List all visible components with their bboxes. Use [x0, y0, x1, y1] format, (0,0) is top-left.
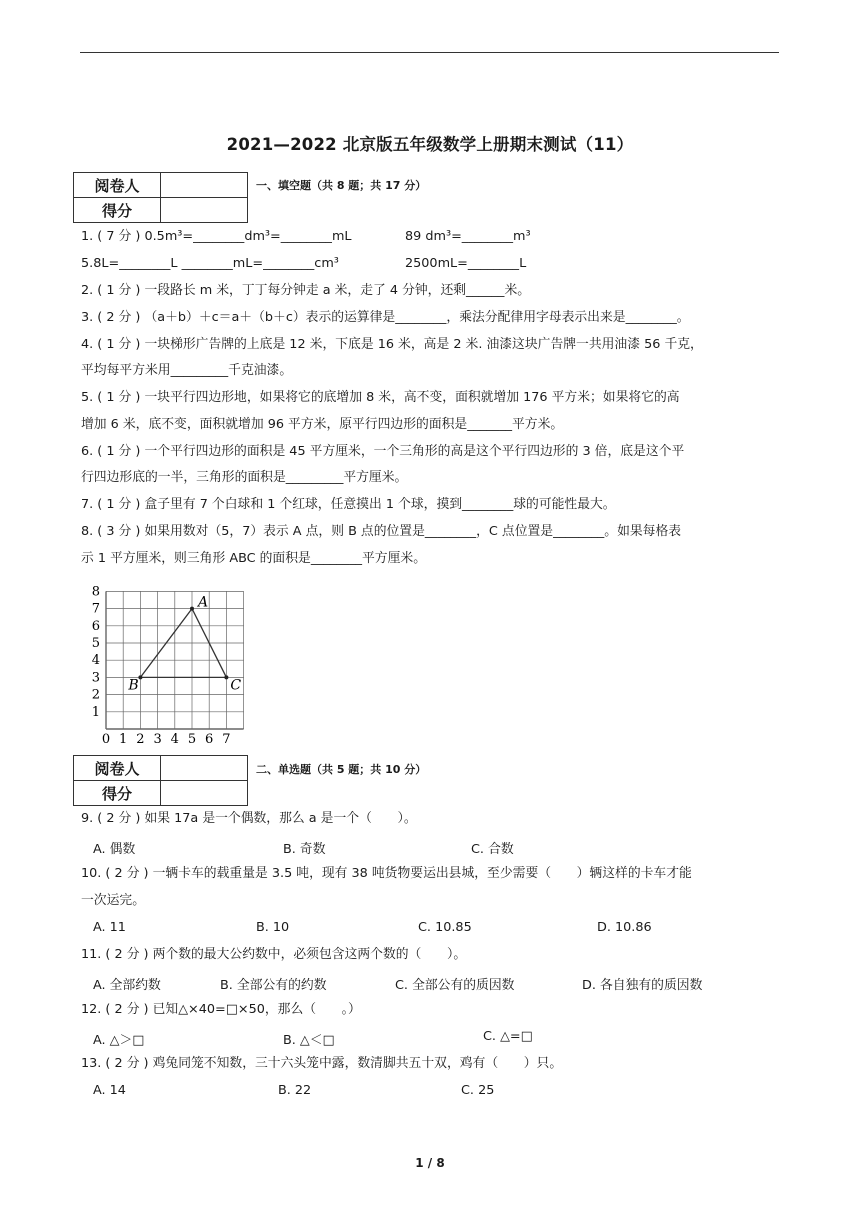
y-tick-label: 2 [91, 687, 100, 703]
y-tick-label: 3 [91, 670, 100, 686]
q12-option-a[interactable]: A. △＞□ [93, 1033, 145, 1048]
question-4-line-1: 4. ( 1 分 ) 一块梯形广告牌的上底是 12 米，下底是 16 米，高是 2 米. 油漆这块广告牌一共用油漆 56 千克， [81, 337, 703, 352]
question-2: 2. ( 1 分 ) 一段路长 m 米，丁丁每分钟走 a 米，走了 4 分钟，还剩______米。 [81, 283, 531, 298]
question-8-line-2: 示 1 平方厘米，则三角形 ABC 的面积是________平方厘米。 [81, 551, 426, 566]
triangle-abc [127, 595, 241, 694]
question-5-line-2: 增加 6 米，底不变，面积就增加 96 平方米，原平行四边形的面积是_______平方米。 [81, 417, 564, 432]
question-10-line-2: 一次运完。 [81, 893, 145, 908]
y-tick-label: 4 [91, 653, 100, 669]
x-tick-label: 2 [136, 732, 145, 747]
reviewer-label: 阅卷人 [74, 756, 161, 781]
coordinate-grid-figure [86, 585, 256, 747]
reviewer-label: 阅卷人 [74, 173, 161, 198]
q12-option-b[interactable]: B. △＜□ [283, 1033, 335, 1048]
score-box-2 [73, 755, 248, 806]
q11-option-a[interactable]: A. 全部约数 [93, 978, 161, 993]
q13-option-a[interactable]: A. 14 [93, 1083, 126, 1098]
y-tick-label: 6 [91, 618, 100, 634]
q12-option-c[interactable]: C. △=□ [483, 1029, 533, 1044]
q11-option-c[interactable]: C. 全部公有的质因数 [395, 978, 515, 993]
q9-option-a[interactable]: A. 偶数 [93, 842, 136, 857]
point-b-label: B [128, 677, 139, 694]
question-8-line-1: 8. ( 3 分 ) 如果用数对（5，7）表示 A 点，则 B 点的位置是________，C 点位置是________。如果每格表 [81, 524, 682, 539]
q13-option-c[interactable]: C. 25 [461, 1083, 495, 1098]
q10-option-a[interactable]: A. 11 [93, 920, 126, 935]
question-1-part-d: 2500mL=________L [405, 256, 527, 271]
header-rule [80, 52, 779, 53]
question-10-line-1: 10. ( 2 分 ) 一辆卡车的载重量是 3.5 吨，现有 38 吨货物要运出县城，至少需要（ ）辆这样的卡车才能 [81, 866, 692, 881]
section-heading-fill-in: 一、填空题（共 8 题；共 17 分） [256, 179, 427, 192]
q9-option-c[interactable]: C. 合数 [471, 842, 514, 857]
x-tick-label: 5 [187, 732, 197, 747]
q11-option-b[interactable]: B. 全部公有的约数 [220, 978, 327, 993]
question-6-line-1: 6. ( 1 分 ) 一个平行四边形的面积是 45 平方厘米，一个三角形的高是这个平行四边形的 3 倍，底是这个平 [81, 444, 685, 459]
q11-option-d[interactable]: D. 各自独有的质因数 [582, 978, 703, 993]
x-tick-label: 3 [153, 732, 162, 747]
point-a-label: A [198, 594, 209, 611]
point-c-label: C [230, 677, 242, 694]
section-heading-single-choice: 二、单选题（共 5 题；共 10 分） [256, 763, 427, 776]
reviewer-field[interactable] [161, 756, 248, 781]
q13-option-b[interactable]: B. 22 [278, 1083, 312, 1098]
question-5-line-1: 5. ( 1 分 ) 一块平行四边形地，如果将它的底增加 8 米，高不变，面积就增加 176 平方米；如果将它的高 [81, 390, 680, 405]
q10-option-c[interactable]: C. 10.85 [418, 920, 472, 935]
y-tick-label: 7 [91, 601, 100, 617]
point-c-marker [224, 675, 228, 679]
q10-option-d[interactable]: D. 10.86 [597, 920, 652, 935]
question-3: 3. ( 2 分 ) （a＋b）＋c＝a＋（b＋c）表示的运算律是________，乘法分配律用字母表示出来是________。 [81, 310, 690, 325]
question-9: 9. ( 2 分 ) 如果 17a 是一个偶数，那么 a 是一个（ ）。 [81, 811, 417, 826]
x-tick-label: 7 [222, 732, 231, 747]
q9-option-b[interactable]: B. 奇数 [283, 842, 326, 857]
question-1-part-a: 1. ( 7 分 ) 0.5m³=________dm³=________mL [81, 229, 352, 244]
score-box-1 [73, 172, 248, 223]
x-tick-label: 4 [170, 732, 179, 747]
question-1-part-b: 89 dm³=________m³ [405, 229, 531, 244]
question-13: 13. ( 2 分 ) 鸡兔同笼不知数，三十六头笼中露，数清脚共五十双，鸡有（ ）只。 [81, 1056, 563, 1071]
x-tick-label: 1 [119, 732, 128, 747]
y-tick-label: 1 [91, 704, 100, 720]
score-label: 得分 [74, 198, 161, 223]
point-b-marker [138, 675, 142, 679]
x-tick-label: 0 [101, 732, 111, 747]
question-11: 11. ( 2 分 ) 两个数的最大公约数中，必须包含这两个数的（ ）。 [81, 947, 467, 962]
question-12: 12. ( 2 分 ) 已知△×40=□×50，那么（ 。） [81, 1002, 361, 1017]
score-field[interactable] [161, 781, 248, 806]
q10-option-b[interactable]: B. 10 [256, 920, 290, 935]
grid-lines [106, 591, 244, 729]
point-a-marker [190, 607, 194, 611]
question-6-line-2: 行四边形底的一半，三角形的面积是_________平方厘米。 [81, 470, 408, 485]
page-number: 1 / 8 [415, 1156, 445, 1170]
question-4-line-2: 平均每平方米用_________千克油漆。 [81, 363, 293, 378]
question-7: 7. ( 1 分 ) 盒子里有 7 个白球和 1 个红球，任意摸出 1 个球，摸到________球的可能性最大。 [81, 497, 616, 512]
x-tick-label: 6 [205, 732, 214, 747]
y-tick-label: 5 [91, 636, 100, 651]
grid-tick-labels [92, 585, 231, 747]
reviewer-field[interactable] [161, 173, 248, 198]
question-1-part-c: 5.8L=________L ________mL=________cm³ [81, 256, 339, 271]
y-tick-label: 8 [91, 585, 100, 600]
score-label: 得分 [74, 781, 161, 806]
page-title: 2021—2022 北京版五年级数学上册期末测试（11） [226, 135, 634, 154]
score-field[interactable] [161, 198, 248, 223]
